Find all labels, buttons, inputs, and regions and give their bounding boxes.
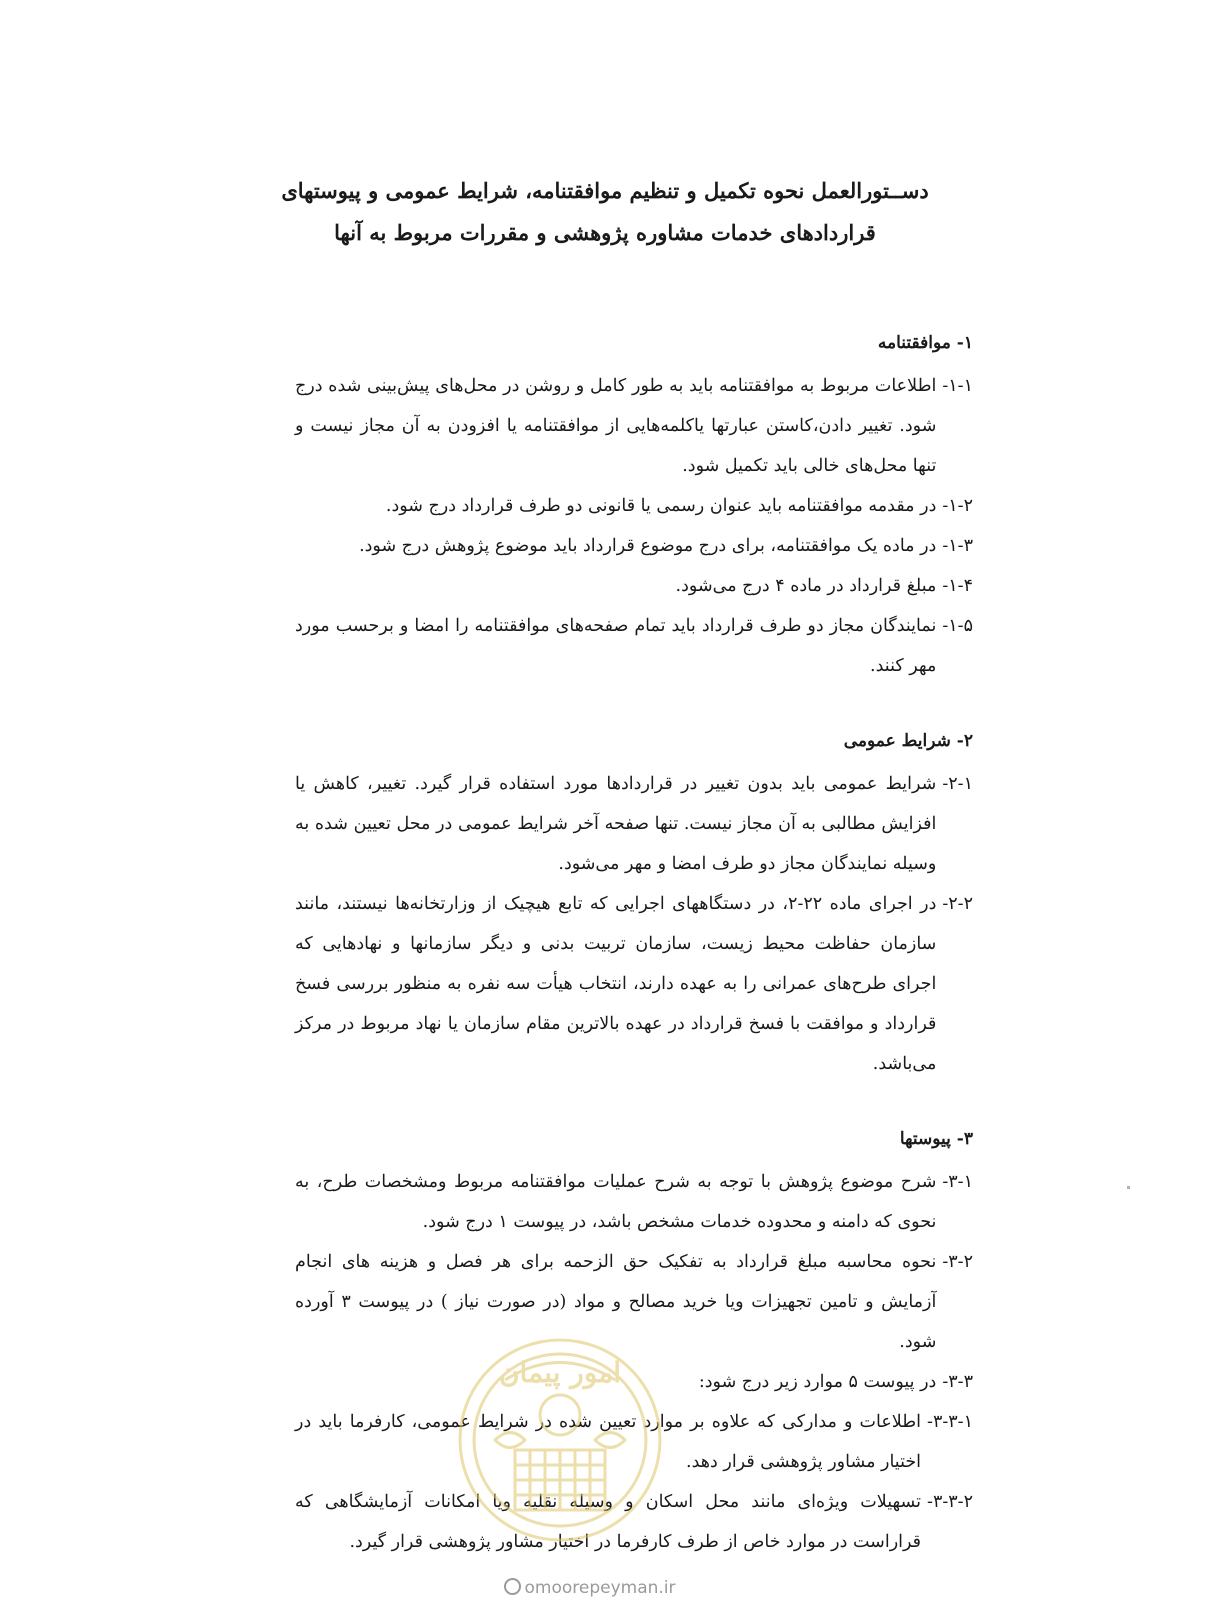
title-line-1: دســتورالعمل نحوه تکمیل و تنظیم موافقتنامه، شرایط عمومی و پیوستهای bbox=[281, 178, 929, 203]
clause-text: در اجرای ماده ۲۲-۲، در دستگاههای اجرایی که تابع هیچیک از وزارتخانه‌ها نیستند، مانند سازمان حفاظت محیط زیست، سازمان تربیت بدنی و دیگر سازمانها و نهادهایی که اجرای طرح‌های عمرانی را به عهده دارند، انتخاب هیأت سه نفره به منظور بررسی فسخ قرارداد و موافقت با فسخ قرارداد در عهده بالاترین مقام سازمان یا نهاد مربوط در مرکز می‌باشد. bbox=[295, 894, 937, 1074]
scan-speck bbox=[1127, 1186, 1130, 1189]
clause-item bbox=[255, 606, 973, 686]
section-general-conditions bbox=[255, 728, 973, 1084]
section-heading: ۳- پیوستها bbox=[899, 1129, 973, 1149]
clause-text: در پیوست ۵ موارد زیر درج شود: bbox=[698, 1372, 937, 1392]
clause-number: ۲-۱- bbox=[942, 774, 973, 794]
clause-number: ۳-۲- bbox=[942, 1252, 973, 1272]
clause-number: ۱-۵- bbox=[942, 616, 973, 636]
document-title bbox=[240, 170, 970, 254]
footer-watermark bbox=[470, 1578, 710, 1598]
clause-text: در ماده یک موافقتنامه، برای درج موضوع قرارداد باید موضوع پژوهش درج شود. bbox=[359, 536, 937, 556]
seal-watermark bbox=[455, 1330, 665, 1550]
clause-number: ۱-۱- bbox=[942, 376, 973, 396]
clause-number: ۳-۱- bbox=[942, 1172, 973, 1192]
clause-number: ۳-۳-۲- bbox=[927, 1492, 973, 1512]
clause-text: تسهیلات ویژه‌ای مانند محل اسکان و وسیله نقلیه ویا امکانات آزمایشگاهی که قراراست در موارد خاص از طرف کارفرما در اختیار مشاور پژوهشی قرار گیرد. bbox=[295, 1492, 922, 1552]
clause-number: ۱-۴- bbox=[942, 576, 973, 596]
clause-number: ۲-۲- bbox=[942, 894, 973, 914]
clause-text: نحوه محاسبه مبلغ قرارداد به تفکیک حق الزحمه برای هر فصل و هزینه های انجام آزمایش و تامین تجهیزات ویا خرید مصالح و مواد (در صورت نیاز ) در پیوست ۳ آورده شود. bbox=[295, 1252, 937, 1352]
clause-text: شرایط عمومی باید بدون تغییر در قراردادها مورد استفاده قرار گیرد. تغییر، کاهش یا افزایش مطالبی به آن مجاز نیست. تنها صفحه آخر شرایط عمومی در محل تعیین شده به وسیله نمایندگان مجاز دو طرف امضا و مهر می‌شود. bbox=[295, 774, 937, 874]
section-agreement bbox=[255, 330, 973, 686]
at-icon bbox=[504, 1578, 521, 1595]
footer-url: omoorepeyman.ir bbox=[524, 1578, 676, 1598]
section-heading: ۱- موافقتنامه bbox=[877, 333, 973, 353]
clause-item bbox=[255, 1162, 973, 1242]
title-line-2: قراردادهای خدمات مشاوره پژوهشی و مقررات مربوط به آنها bbox=[334, 220, 876, 245]
clause-text: نمایندگان مجاز دو طرف قرارداد باید تمام صفحه‌های موافقتنامه را امضا و برحسب مورد مهر کنند. bbox=[295, 616, 937, 676]
section-heading: ۲- شرایط عمومی bbox=[843, 731, 973, 751]
clause-number: ۱-۳- bbox=[942, 536, 973, 556]
clause-item bbox=[255, 486, 973, 526]
clause-item bbox=[255, 366, 973, 486]
clause-text: اطلاعات و مدارکی که علاوه بر موارد تعیین شده در شرایط عمومی، کارفرما باید در اختیار مشاور پژوهشی قرار دهد. bbox=[295, 1412, 922, 1472]
clause-item bbox=[255, 526, 973, 566]
clause-text: اطلاعات مربوط به موافقتنامه باید به طور کامل و روشن در محل‌های پیش‌بینی شده درج شود. تغییر دادن،کاستن عبارتها یاکلمه‌هایی از موافقتنامه یا افزودن به آن مجاز نیست و تنها محل‌های خالی باید تکمیل شود. bbox=[295, 376, 937, 476]
svg-text:امور پیمان: امور پیمان bbox=[498, 1356, 622, 1389]
clause-item bbox=[255, 566, 973, 606]
clause-text: شرح موضوع پژوهش با توجه به شرح عملیات موافقتنامه مربوط ومشخصات طرح، به نحوی که دامنه و محدوده خدمات مشخص باشد، در پیوست ۱ درج شود. bbox=[295, 1172, 937, 1232]
clause-item bbox=[255, 764, 973, 884]
clause-number: ۱-۲- bbox=[942, 496, 973, 516]
clause-text: مبلغ قرارداد در ماده ۴ درج می‌شود. bbox=[675, 576, 937, 596]
clause-text: در مقدمه موافقتنامه باید عنوان رسمی یا قانونی دو طرف قرارداد درج شود. bbox=[385, 496, 937, 516]
clause-number: ۳-۳- bbox=[942, 1372, 973, 1392]
clause-number: ۳-۳-۱- bbox=[927, 1412, 973, 1432]
clause-item bbox=[255, 884, 973, 1084]
